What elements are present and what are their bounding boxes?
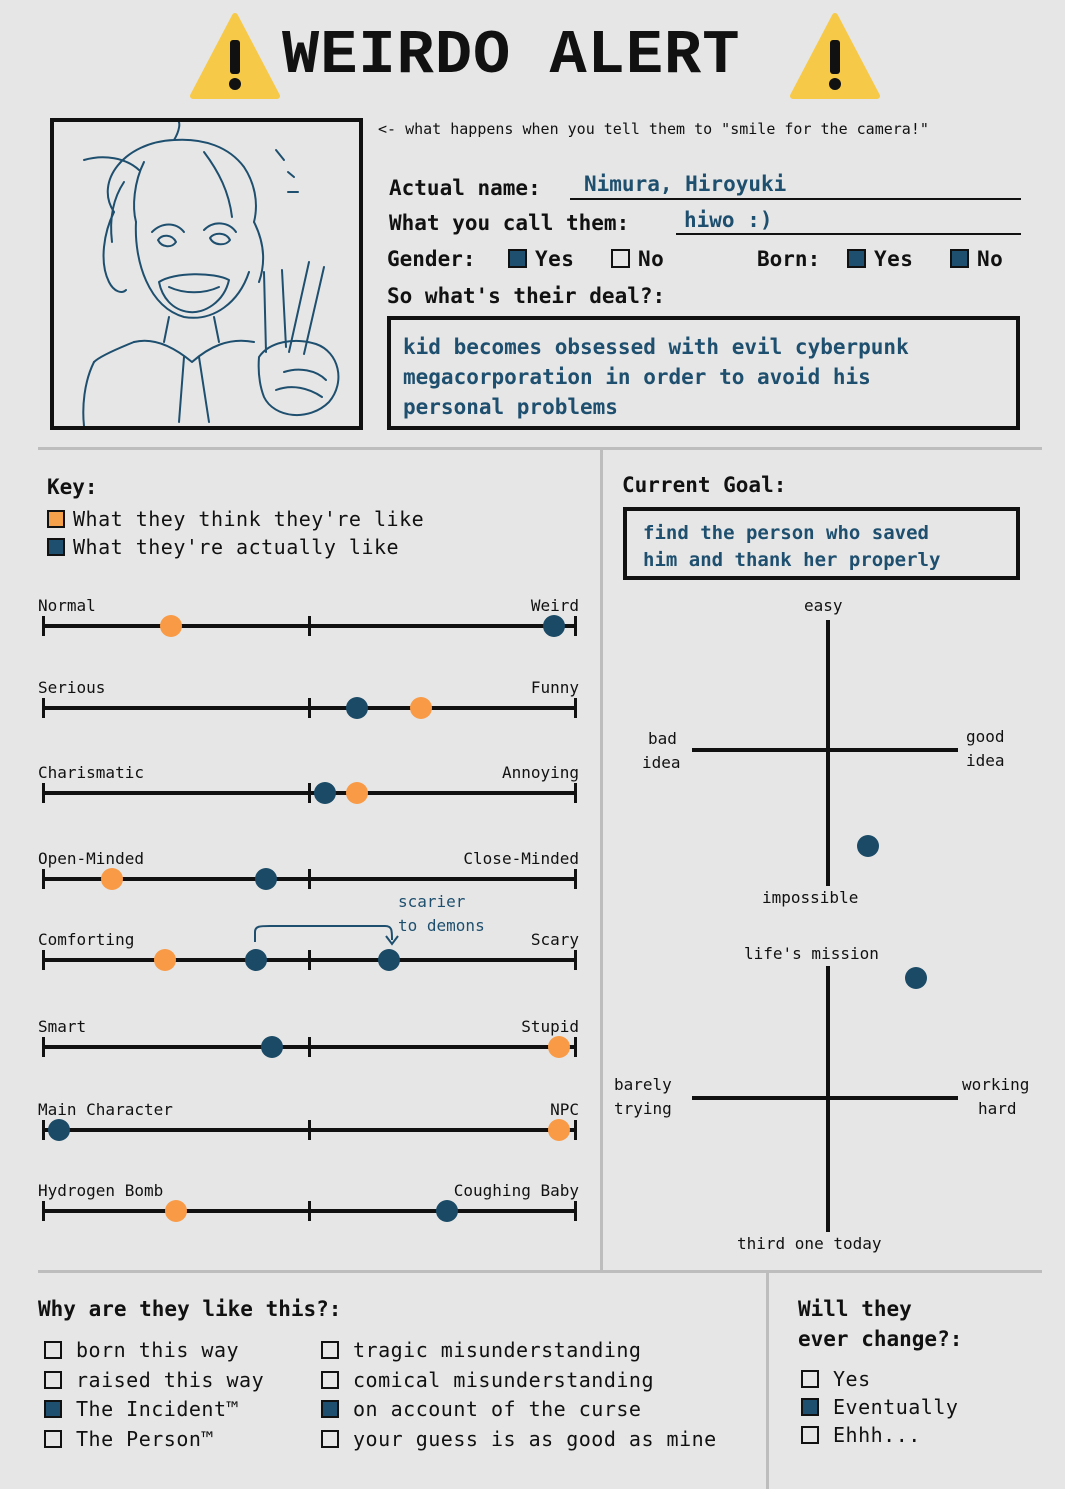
why-option[interactable] xyxy=(321,1427,717,1451)
scale-tick xyxy=(42,1201,45,1221)
actual-name-label: Actual name: xyxy=(389,176,541,200)
scale-tick xyxy=(42,616,45,636)
gender-no-option[interactable] xyxy=(611,247,664,271)
scale-tick xyxy=(308,616,311,636)
goal-line-1: find the person who saved xyxy=(643,522,929,544)
gender-yes-checkbox[interactable] xyxy=(508,249,527,268)
gender-yes-label: Yes xyxy=(535,247,575,271)
goal-title: Current Goal: xyxy=(622,473,787,497)
scale-tick xyxy=(574,698,577,718)
chart2-top-label: life's mission xyxy=(744,944,879,963)
scale-actual-dot xyxy=(48,1119,70,1141)
annotation-arrow xyxy=(250,920,400,950)
scale-tick xyxy=(308,1037,311,1057)
why-option[interactable] xyxy=(321,1338,641,1362)
scale-left-label: Open-Minded xyxy=(38,849,144,868)
change-label: Ehhh... xyxy=(833,1423,921,1447)
deal-line-1: kid becomes obsessed with evil cyberpunk xyxy=(403,335,909,359)
chart1-horizontal-axis xyxy=(692,748,958,752)
why-label: tragic misunderstanding xyxy=(353,1338,642,1362)
scale-right-label: NPC xyxy=(550,1100,579,1119)
scale-tick xyxy=(574,1201,577,1221)
scale-think-dot xyxy=(346,782,368,804)
key-think-label: What they think they're like xyxy=(73,507,425,531)
deal-label: So what's their deal?: xyxy=(387,284,666,308)
scale-left-label: Normal xyxy=(38,596,96,615)
scale-think-dot xyxy=(410,697,432,719)
chart1-right-label-1: good xyxy=(966,727,1005,746)
gender-label: Gender: xyxy=(387,247,476,271)
annotation-line-1: scarier xyxy=(398,892,466,911)
chart2-horizontal-axis xyxy=(692,1096,958,1100)
why-option[interactable] xyxy=(44,1338,239,1362)
scale-tick xyxy=(308,1201,311,1221)
chart2-left-label-1: barely xyxy=(614,1075,672,1094)
key-actual xyxy=(47,535,399,559)
scale-actual-dot xyxy=(255,868,277,890)
divider-vertical-mid xyxy=(600,450,603,1270)
scale-right-label: Close-Minded xyxy=(463,849,579,868)
scale-tick xyxy=(574,1037,577,1057)
key-actual-swatch xyxy=(47,538,65,556)
why-option[interactable] xyxy=(321,1368,654,1392)
deal-line-3: personal problems xyxy=(403,395,618,419)
scale-actual-dot xyxy=(261,1036,283,1058)
chart1-vertical-axis xyxy=(826,620,830,886)
warning-icon-left xyxy=(190,12,280,100)
why-option[interactable] xyxy=(44,1368,264,1392)
chart2-right-label-2: hard xyxy=(978,1099,1017,1118)
scale-left-label: Charismatic xyxy=(38,763,144,782)
change-title-1: Will they xyxy=(798,1297,912,1321)
photo-caption: <- what happens when you tell them to "smile for the camera!" xyxy=(378,120,929,138)
chart1-left-label-2: idea xyxy=(642,753,681,772)
chart1-right-label-2: idea xyxy=(966,751,1005,770)
goal-line-2: him and thank her properly xyxy=(643,549,941,571)
scale-tick xyxy=(308,950,311,970)
call-underline xyxy=(676,233,1021,235)
scale-actual-dot xyxy=(436,1200,458,1222)
born-yes-label: Yes xyxy=(874,247,914,271)
change-checkbox[interactable] xyxy=(801,1398,819,1416)
why-checkbox[interactable] xyxy=(44,1341,62,1359)
gender-no-label: No xyxy=(638,247,665,271)
scale-right-label: Stupid xyxy=(521,1017,579,1036)
scale-tick xyxy=(574,783,577,803)
portrait-frame xyxy=(50,118,363,430)
why-label: on account of the curse xyxy=(353,1397,642,1421)
change-option[interactable] xyxy=(801,1423,921,1447)
why-checkbox[interactable] xyxy=(321,1400,339,1418)
gender-no-checkbox[interactable] xyxy=(611,249,630,268)
change-title-2: ever change?: xyxy=(798,1327,963,1351)
chart2-left-label-2: trying xyxy=(614,1099,672,1118)
scale-tick xyxy=(308,783,311,803)
scale-left-label: Hydrogen Bomb xyxy=(38,1181,164,1200)
chart1-bottom-label: impossible xyxy=(762,888,859,907)
scale-left-label: Comforting xyxy=(38,930,135,949)
scale-actual-dot xyxy=(245,949,267,971)
why-option[interactable] xyxy=(44,1427,214,1451)
change-checkbox[interactable] xyxy=(801,1426,819,1444)
scale-tick xyxy=(574,1120,577,1140)
why-label: The Incident™ xyxy=(76,1397,240,1421)
why-option[interactable] xyxy=(44,1397,239,1421)
scale-think-dot xyxy=(160,615,182,637)
scale-actual-dot xyxy=(346,697,368,719)
change-label: Yes xyxy=(833,1367,871,1391)
why-checkbox[interactable] xyxy=(44,1400,62,1418)
scale-right-label: Weird xyxy=(530,596,579,615)
key-think xyxy=(47,507,424,531)
why-checkbox[interactable] xyxy=(321,1341,339,1359)
scale-actual-dot xyxy=(543,615,565,637)
why-checkbox[interactable] xyxy=(321,1430,339,1448)
scale-think-dot xyxy=(165,1200,187,1222)
scale-right-label: Coughing Baby xyxy=(453,1181,579,1200)
scale-right-label: Funny xyxy=(530,678,579,697)
divider-top xyxy=(38,447,1042,450)
actual-name-underline xyxy=(570,198,1021,200)
scale-tick xyxy=(574,950,577,970)
why-checkbox[interactable] xyxy=(44,1371,62,1389)
scale-tick xyxy=(42,783,45,803)
chart2-point xyxy=(905,967,927,989)
why-label: comical misunderstanding xyxy=(353,1368,654,1392)
scale-tick xyxy=(308,869,311,889)
chart2-right-label-1: working xyxy=(962,1075,1030,1094)
scale-think-dot xyxy=(154,949,176,971)
scale-tick xyxy=(42,1120,45,1140)
scale-tick xyxy=(42,950,45,970)
scale-think-dot xyxy=(548,1119,570,1141)
scale-right-label: Scary xyxy=(530,930,579,949)
portrait-drawing xyxy=(54,122,359,426)
why-checkbox[interactable] xyxy=(44,1430,62,1448)
scale-right-label: Annoying xyxy=(501,763,579,782)
born-no-option[interactable] xyxy=(950,247,1003,271)
scale-tick xyxy=(308,1120,311,1140)
actual-name-value[interactable]: Nimura, Hiroyuki xyxy=(584,172,787,196)
born-label: Born: xyxy=(757,247,821,271)
change-checkbox[interactable] xyxy=(801,1370,819,1388)
key-title: Key: xyxy=(47,475,98,499)
why-label: raised this way xyxy=(76,1368,265,1392)
warning-icon-right xyxy=(790,12,880,100)
scale-tick xyxy=(42,869,45,889)
chart2-bottom-label: third one today xyxy=(737,1234,882,1253)
scale-tick xyxy=(42,1037,45,1057)
scale-tick xyxy=(308,698,311,718)
deal-box[interactable] xyxy=(387,316,1020,430)
why-label: your guess is as good as mine xyxy=(353,1427,717,1451)
call-label: What you call them: xyxy=(389,211,630,235)
scale-actual-dot xyxy=(314,782,336,804)
divider-vertical-bottom xyxy=(766,1273,769,1489)
chart1-top-label: easy xyxy=(804,596,843,615)
born-no-checkbox[interactable] xyxy=(950,249,969,268)
scale-left-label: Smart xyxy=(38,1017,87,1036)
page-title: WEIRDO ALERT xyxy=(282,20,741,91)
why-label: The Person™ xyxy=(76,1427,214,1451)
scale-think-dot xyxy=(548,1036,570,1058)
born-yes-checkbox[interactable] xyxy=(847,249,866,268)
why-title: Why are they like this?: xyxy=(38,1297,342,1321)
scale-tick xyxy=(574,869,577,889)
born-no-label: No xyxy=(977,247,1004,271)
goal-box[interactable] xyxy=(623,507,1020,580)
annotation-line-2: to demons xyxy=(398,916,485,935)
deal-line-2: megacorporation in order to avoid his xyxy=(403,365,871,389)
change-label: Eventually xyxy=(833,1395,959,1419)
divider-bottom xyxy=(38,1270,1042,1273)
call-value[interactable]: hiwo :) xyxy=(684,208,773,232)
scale-actual-dot-2 xyxy=(378,949,400,971)
change-option[interactable] xyxy=(801,1395,958,1419)
scale-left-label: Main Character xyxy=(38,1100,173,1119)
scale-tick xyxy=(574,616,577,636)
why-checkbox[interactable] xyxy=(321,1371,339,1389)
chart1-left-label-1: bad xyxy=(648,729,677,748)
why-option[interactable] xyxy=(321,1397,641,1421)
scale-think-dot xyxy=(101,868,123,890)
key-think-swatch xyxy=(47,510,65,528)
scale-tick xyxy=(42,698,45,718)
scale-left-label: Serious xyxy=(38,678,106,697)
born-yes-option[interactable] xyxy=(847,247,913,271)
why-label: born this way xyxy=(76,1338,240,1362)
chart1-point xyxy=(857,835,879,857)
gender-yes-option[interactable] xyxy=(508,247,574,271)
change-option[interactable] xyxy=(801,1367,871,1391)
key-actual-label: What they're actually like xyxy=(73,535,400,559)
